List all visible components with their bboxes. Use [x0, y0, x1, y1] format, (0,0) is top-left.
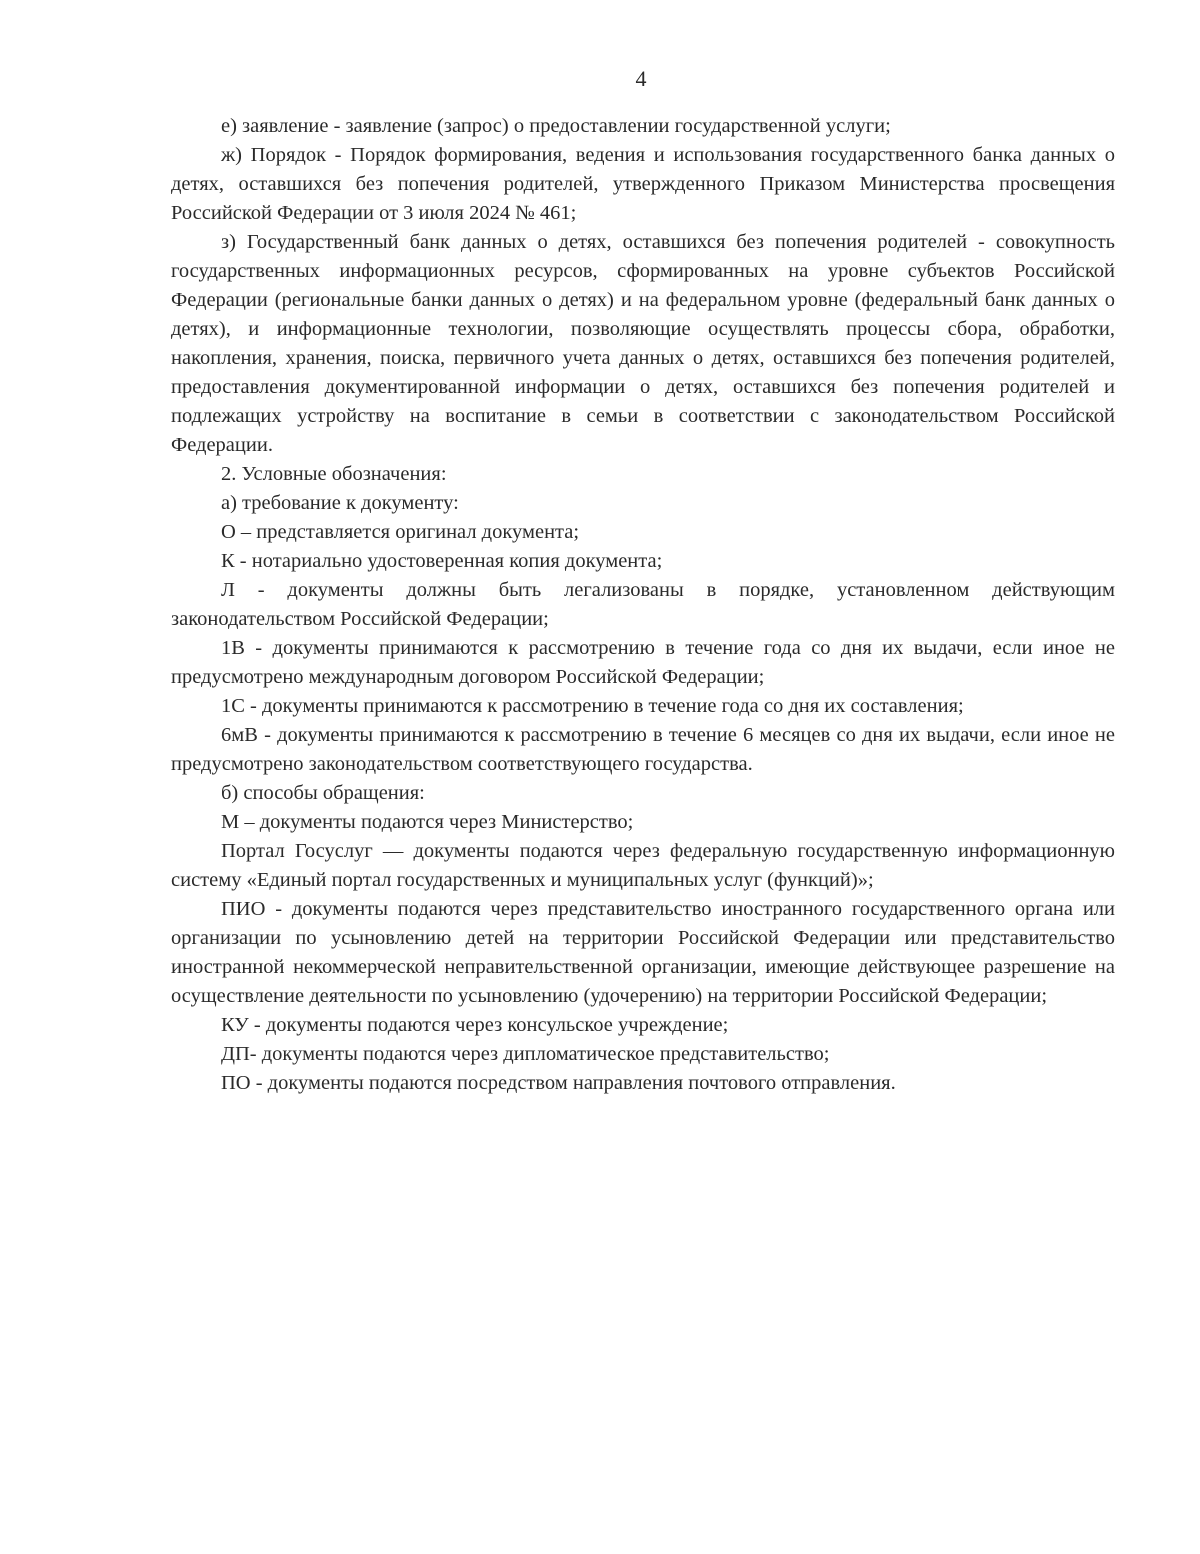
- paragraph-subheading-requirements: а) требование к документу:: [221, 492, 459, 514]
- paragraph-code-pio: ПИО - документы подаются через представительство иностранного государственного органа или организации по усыновлению детей на территории Российской Федерации или представительство иностранной некоммерческой неправительственной организации, имеющие действующее разрешение на осуществление деятельности по усыновлению (удочерению) на территории Российской Федерации;: [171, 898, 1115, 1007]
- paragraph-definition-z: з) Государственный банк данных о детях, оставшихся без попечения родителей - совокупность государственных информационных ресурсов, сформированных на уровне субъектов Российской Федерации (региональные банки данных о детях) и на федеральном уровне (федеральный банк данных о детях), и информационные технологии, позволяющие осуществлять процессы сбора, обработки, накопления, хранения, поиска, первичного учета данных о детях, оставшихся без попечения родителей, предоставления документированной информации о детях, оставшихся без попечения родителей и подлежащих устройству на воспитание в семьи в соответствии с законодательством Российской Федерации.: [171, 231, 1115, 456]
- paragraph-code-o: О – представляется оригинал документа;: [221, 521, 580, 543]
- paragraph-code-po: ПО - документы подаются посредством направления почтового отправления.: [221, 1072, 896, 1094]
- paragraph-subheading-methods: б) способы обращения:: [221, 782, 425, 804]
- paragraph-code-1s: 1С - документы принимаются к рассмотрению в течение года со дня их составления;: [221, 695, 964, 717]
- paragraph-section-heading: 2. Условные обозначения:: [221, 463, 447, 485]
- paragraph-code-m: М – документы подаются через Министерство;: [221, 811, 634, 833]
- paragraph-code-l: Л - документы должны быть легализованы в порядке, установленном действующим законодательством Российской Федерации;: [171, 579, 1115, 630]
- paragraph-code-portal: Портал Госуслуг — документы подаются через федеральную государственную информационную систему «Единый портал государственных и муниципальных услуг (функций)»;: [171, 840, 1115, 891]
- paragraph-code-k: К - нотариально удостоверенная копия документа;: [221, 550, 663, 572]
- paragraph-code-ku: КУ - документы подаются через консульское учреждение;: [221, 1014, 729, 1036]
- paragraph-code-1v: 1В - документы принимаются к рассмотрению в течение года со дня их выдачи, если иное не предусмотрено международным договором Российской Федерации;: [171, 637, 1115, 688]
- paragraph-code-6mv: 6мВ - документы принимаются к рассмотрению в течение 6 месяцев со дня их выдачи, если иное не предусмотрено законодательством соответствующего государства.: [171, 724, 1115, 775]
- paragraph-code-dp: ДП- документы подаются через дипломатическое представительство;: [221, 1043, 830, 1065]
- page-number: 4: [635, 66, 647, 91]
- paragraph-definition-e: е) заявление - заявление (запрос) о предоставлении государственной услуги;: [221, 115, 891, 137]
- document-body: [171, 112, 1115, 1098]
- paragraph-definition-zh: ж) Порядок - Порядок формирования, ведения и использования государственного банка данных о детях, оставшихся без попечения родителей, утвержденного Приказом Министерства просвещения Российской Федерации от 3 июля 2024 № 461;: [171, 144, 1115, 224]
